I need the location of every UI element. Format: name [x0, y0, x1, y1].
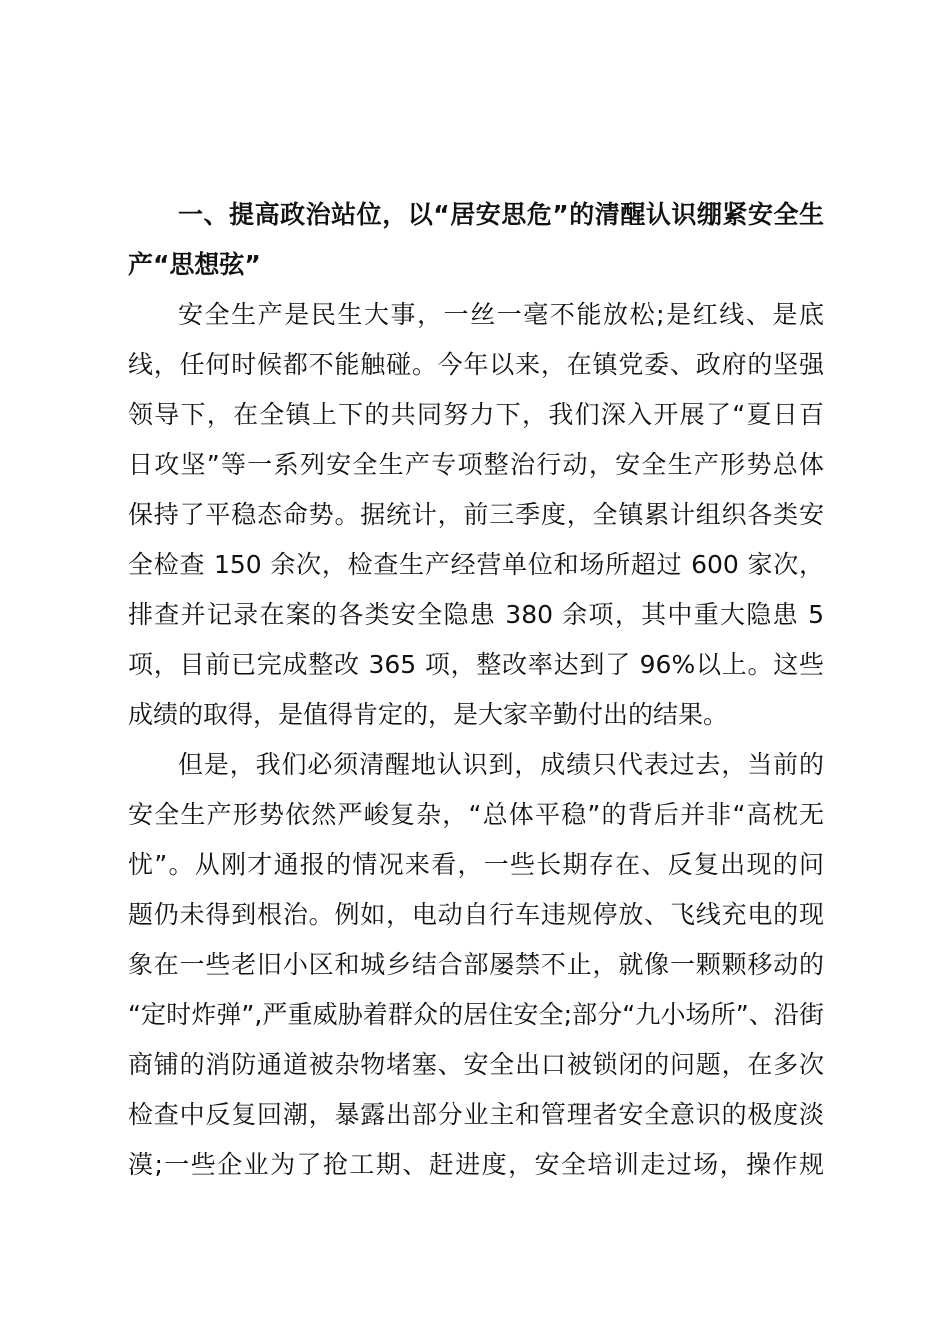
paragraph-line: “定时炸弹”,严重威胁着群众的居住安全;部分“九小场所”、沿街	[128, 1000, 824, 1029]
paragraph-line: 漠;一些企业为了抢工期、赶进度，安全培训走过场，操作规	[128, 1150, 824, 1179]
heading-line: 产“思想弦”	[128, 250, 261, 279]
paragraph-line: 检查中反复回潮，暴露出部分业主和管理者安全意识的极度淡	[128, 1100, 824, 1129]
paragraph-line: 日攻坚”等一系列安全生产专项整治行动，安全生产形势总体	[128, 450, 824, 479]
paragraph-line: 忧”。从刚才通报的情况来看，一些长期存在、反复出现的问	[128, 850, 824, 879]
paragraph-line: 成绩的取得，是值得肯定的，是大家辛勤付出的结果。	[128, 700, 729, 729]
paragraph-line: 商铺的消防通道被杂物堵塞、安全出口被锁闭的问题，在多次	[128, 1050, 824, 1079]
paragraph-line: 线，任何时候都不能触碰。今年以来，在镇党委、政府的坚强	[128, 350, 824, 379]
paragraph-line: 题仍未得到根治。例如，电动自行车违规停放、飞线充电的现	[128, 900, 824, 929]
paragraph-line: 保持了平稳态命势。据统计，前三季度，全镇累计组织各类安	[128, 500, 824, 529]
paragraph-2	[128, 740, 824, 1190]
paragraph-line: 安全生产是民生大事，一丝一毫不能放松;是红线、是底	[178, 300, 824, 329]
paragraph-line: 但是，我们必须清醒地认识到，成绩只代表过去，当前的	[178, 750, 824, 779]
paragraph-line: 项，目前已完成整改 365 项，整改率达到了 96%以上。这些	[128, 650, 824, 679]
heading-line: 一、提高政治站位，以“居安思危”的清醒认识绷紧安全生	[178, 200, 824, 229]
paragraph-line: 安全生产形势依然严峻复杂，“总体平稳”的背后并非“高枕无	[128, 800, 824, 829]
section-heading	[128, 190, 824, 290]
paragraph-line: 排查并记录在案的各类安全隐患 380 余项，其中重大隐患 5	[128, 600, 824, 629]
paragraph-1	[128, 290, 824, 740]
paragraph-line: 领导下，在全镇上下的共同努力下，我们深入开展了“夏日百	[128, 400, 824, 429]
paragraph-line: 象在一些老旧小区和城乡结合部屡禁不止，就像一颗颗移动的	[128, 950, 824, 979]
paragraph-line: 全检查 150 余次，检查生产经营单位和场所超过 600 家次，	[128, 550, 824, 579]
